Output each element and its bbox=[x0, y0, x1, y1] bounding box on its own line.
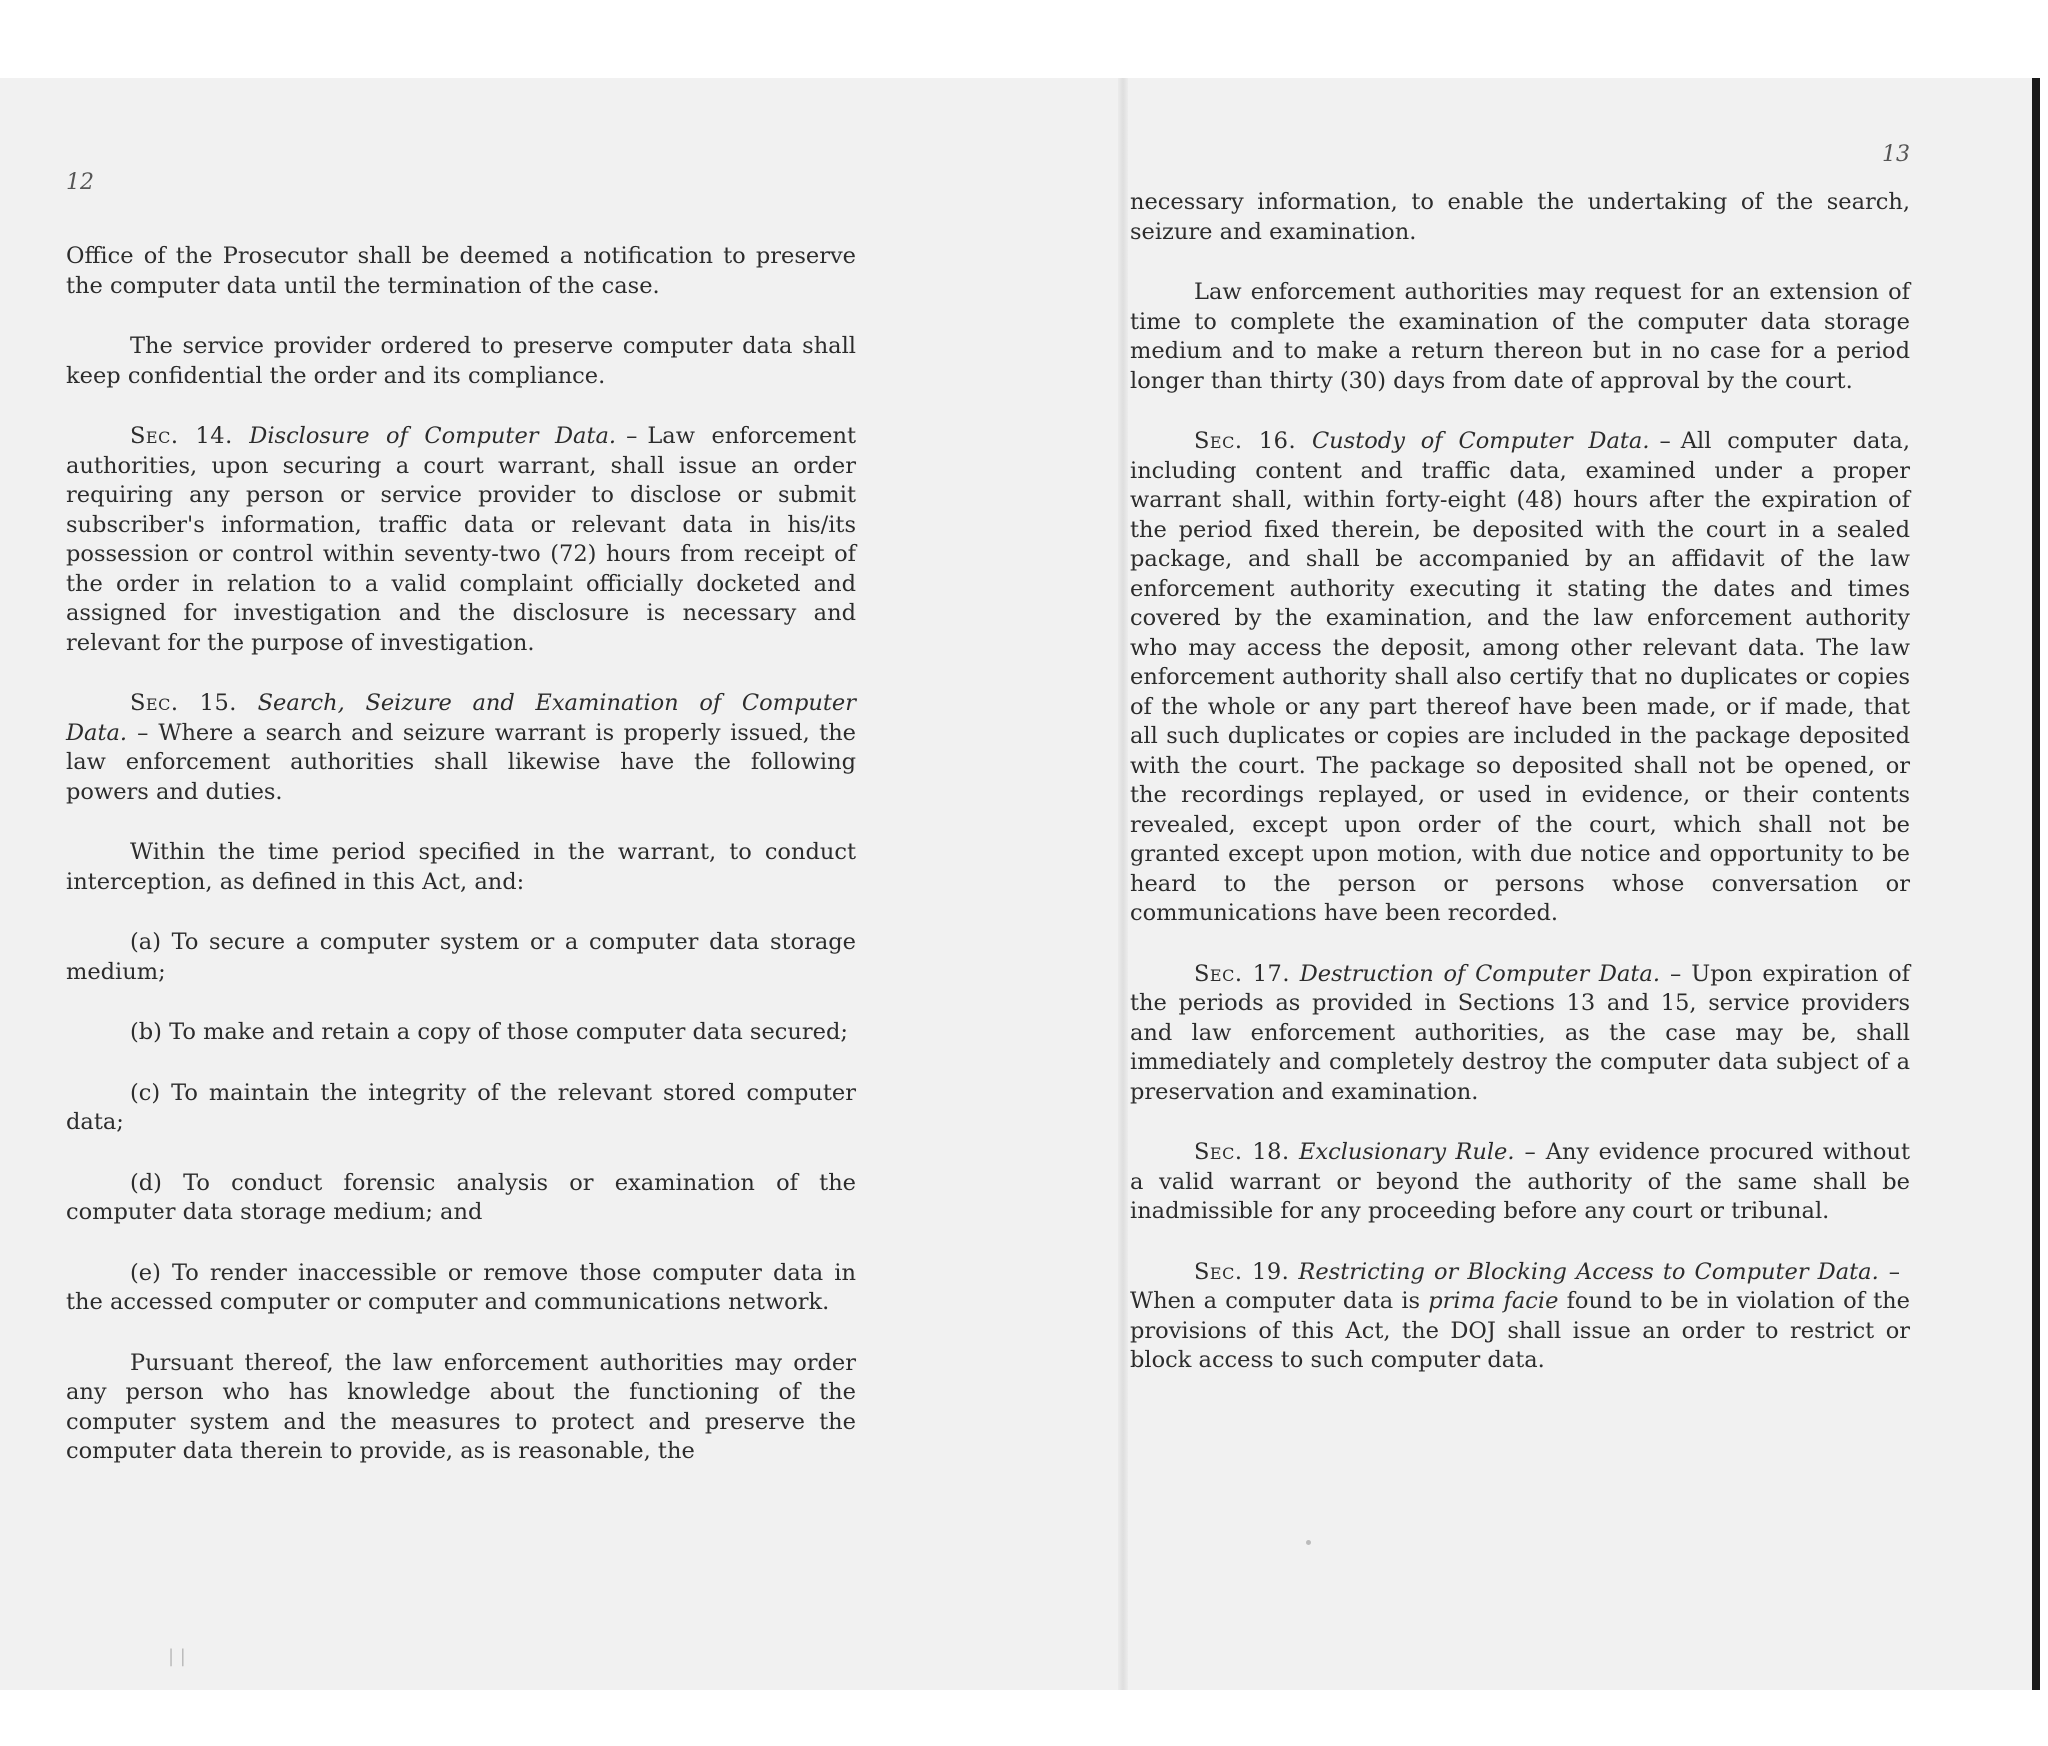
list-item: (b) To make and retain a copy of those computer data secured; bbox=[130, 1019, 848, 1045]
section-title: Search, Seizure and Examination of Computer Data. bbox=[66, 690, 856, 746]
paragraph: necessary information, to enable the undertaking of the search, seizure and examination. bbox=[1130, 189, 1910, 245]
section-14 bbox=[66, 422, 856, 658]
section-label: Sec. 15. bbox=[130, 690, 237, 716]
dash: – bbox=[1669, 960, 1682, 987]
section-label: Sec. 14. bbox=[130, 423, 233, 449]
paragraph: Pursuant thereof, the law enforcement authorities may order any person who has knowledge about the functioning of the computer system and the measures to protect and preserve the computer data therein to provide, as is reasonable, the bbox=[66, 1349, 856, 1464]
section-body: When a computer data is bbox=[1130, 1288, 1421, 1314]
list-item: (e) To render inaccessible or remove those computer data in the accessed computer or computer and communications network. bbox=[66, 1259, 856, 1315]
list-item: (a) To secure a computer system or a computer data storage medium; bbox=[66, 929, 856, 985]
section-title: Disclosure of Computer Data. bbox=[249, 423, 617, 449]
section-15 bbox=[66, 689, 856, 807]
dash: – bbox=[1524, 1139, 1536, 1165]
book-spine bbox=[1118, 78, 1128, 1690]
page-number: 13 bbox=[1882, 142, 1910, 167]
dash: – bbox=[1659, 428, 1671, 454]
right-page bbox=[1130, 140, 1910, 1407]
section-title: Custody of Computer Data. bbox=[1311, 428, 1650, 454]
list-item: (c) To maintain the integrity of the relevant stored computer data; bbox=[66, 1079, 856, 1135]
paragraph: Law enforcement authorities may request for an extension of time to complete the examination of the computer data storage medium and to make a return thereon but in no case for a period longer than thirty (30) days from date of approval by the court. bbox=[1130, 279, 1910, 394]
paragraph: Within the time period specified in the warrant, to conduct interception, as defined in this Act, and: bbox=[66, 839, 856, 895]
left-page bbox=[66, 168, 856, 1498]
dash: – bbox=[1888, 1258, 1900, 1285]
section-title: Restricting or Blocking Access to Computer Data. bbox=[1298, 1258, 1879, 1285]
paragraph: Office of the Prosecutor shall be deemed a notification to preserve the computer data until the termination of the case. bbox=[66, 243, 856, 299]
section-17 bbox=[1130, 960, 1910, 1108]
section-body: Any evidence procured without a valid warrant or beyond the authority of the same shall be inadmissible for any proceeding before any court or tribunal. bbox=[1130, 1139, 1910, 1224]
section-label: Sec. 18. bbox=[1194, 1139, 1290, 1165]
section-label: Sec. 19. bbox=[1194, 1258, 1290, 1285]
paragraph: The service provider ordered to preserve computer data shall keep confidential the order and its compliance. bbox=[66, 333, 856, 389]
section-label: Sec. 17. bbox=[1194, 960, 1290, 987]
section-19 bbox=[1130, 1258, 1910, 1376]
section-16 bbox=[1130, 427, 1910, 929]
section-body: Where a search and seizure warrant is properly issued, the law enforcement authorities shall likewise have the following powers and duties. bbox=[66, 719, 856, 805]
section-18 bbox=[1130, 1138, 1910, 1227]
section-body: All computer data, including content and traffic data, examined under a proper warrant shall, within forty-eight (48) hours after the expiration of the period fixed therein, be deposited with the court in a sealed package, and shall be accompanied by an affidavit of the law enforcement authority executing it stating the dates and times covered by the examination, and the law enforcement authority who may access the deposit, among other relevant data. The law enforcement authority shall also certify that no duplicates or copies of the whole or any part thereof have been made, or if made, that all such duplicates or copies are included in the package deposited with the court. The package so deposited shall not be opened, or the recordings replayed, or used in evidence, or their contents revealed, except upon order of the court, which shall not be granted except upon motion, with due notice and opportunity to be heard to the person or persons whose conversation or communications have been recorded. bbox=[1130, 428, 1910, 926]
page-edge bbox=[2032, 78, 2040, 1690]
section-body: Law enforcement authorities, upon securing a court warrant, shall issue an order requiring any person or service provider to disclose or submit subscriber's information, traffic data or relevant data in his/its possession or control within seventy-two (72) hours from receipt of the order in relation to a valid complaint officially docketed and assigned for investigation and the disclosure is necessary and relevant for the purpose of investigation. bbox=[66, 423, 856, 656]
scan-speck bbox=[1306, 1540, 1311, 1545]
section-title: Destruction of Computer Data. bbox=[1299, 960, 1660, 987]
section-body: Upon expiration of the periods as provided in Sections 13 and 15, service providers and law enforcement authorities, as the case may be, shall immediately and completely destroy the computer data subject of a preservation and examination. bbox=[1130, 960, 1910, 1105]
section-label: Sec. 16. bbox=[1194, 428, 1297, 454]
dash: – bbox=[137, 719, 149, 746]
section-body: found to be in violation of the provisions of this Act, the DOJ shall issue an order to restrict or block access to such computer data. bbox=[1130, 1288, 1910, 1373]
scan-artifact: | | bbox=[168, 1646, 186, 1667]
page-number: 12 bbox=[66, 170, 94, 195]
dash: – bbox=[626, 423, 638, 449]
section-title: Exclusionary Rule. bbox=[1299, 1139, 1515, 1165]
latin-term: prima facie bbox=[1428, 1288, 1559, 1314]
list-item: (d) To conduct forensic analysis or examination of the computer data storage medium; and bbox=[66, 1169, 856, 1225]
